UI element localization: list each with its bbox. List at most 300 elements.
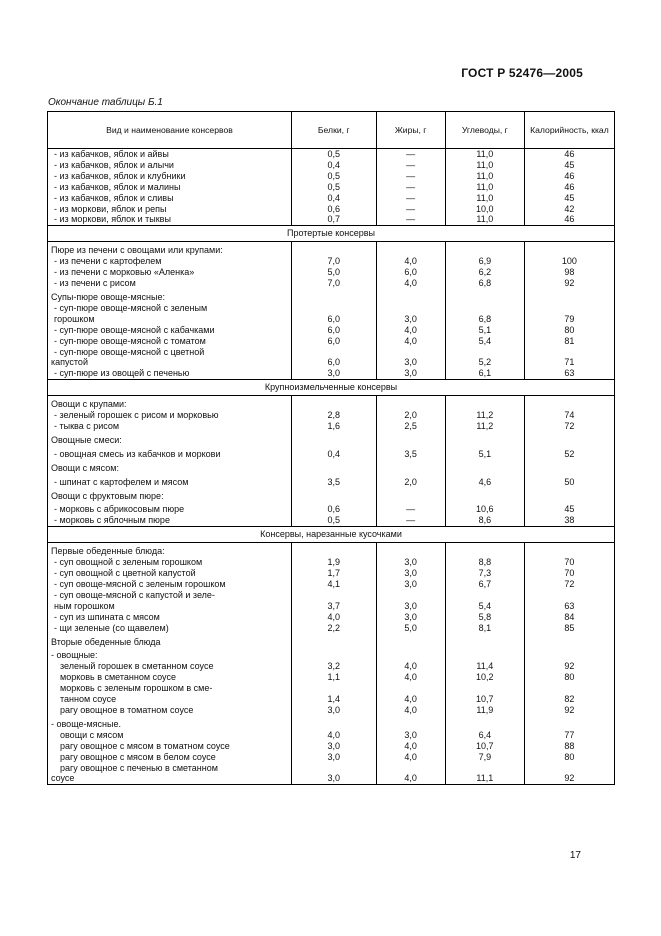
protein-value [291, 303, 376, 314]
fat-value: 4,0 [376, 336, 445, 347]
calories-value: 74 [524, 410, 614, 421]
fat-value [376, 432, 445, 446]
product-name: Овощи с фруктовым пюре: [48, 488, 292, 502]
protein-value [291, 763, 376, 774]
calories-value [524, 460, 614, 474]
carbs-value [445, 763, 524, 774]
product-name: - суп-пюре овоще-мясной с цветной [48, 347, 292, 358]
protein-value: 7,0 [291, 278, 376, 289]
product-name: рагу овощное в томатном соусе [48, 705, 292, 716]
product-name: - шпинат с картофелем и мясом [48, 474, 292, 488]
carbs-value: 4,6 [445, 474, 524, 488]
protein-value [291, 590, 376, 601]
section-title: Протертые консервы [48, 226, 615, 242]
product-name: - суп овощной с цветной капустой [48, 568, 292, 579]
protein-value: 2,2 [291, 623, 376, 634]
protein-value: 4,0 [291, 612, 376, 623]
protein-value: 1,9 [291, 557, 376, 568]
calories-value [524, 590, 614, 601]
calories-value [524, 683, 614, 694]
table-row [48, 460, 615, 474]
calories-value [524, 543, 614, 557]
carbs-value: 6,2 [445, 267, 524, 278]
fat-value [376, 460, 445, 474]
column-header-name: Вид и наименование консервов [48, 112, 292, 149]
protein-value [291, 347, 376, 358]
calories-value: 46 [524, 182, 614, 193]
fat-value [376, 303, 445, 314]
protein-value: 0,4 [291, 446, 376, 460]
calories-value: 92 [524, 773, 614, 784]
fat-value: 4,0 [376, 773, 445, 784]
fat-value [376, 683, 445, 694]
fat-value: 2,0 [376, 410, 445, 421]
product-name: - суп-пюре из овощей с печенью [48, 368, 292, 379]
calories-value: 84 [524, 612, 614, 623]
product-name: рагу овощное с печенью в сметанном [48, 763, 292, 774]
product-name: Пюре из печени с овощами или крупами: [48, 242, 292, 256]
protein-value: 3,0 [291, 741, 376, 752]
protein-value: 4,0 [291, 730, 376, 741]
table-row [48, 314, 615, 325]
protein-value: 1,1 [291, 672, 376, 683]
protein-value [291, 634, 376, 648]
table-row [48, 336, 615, 347]
carbs-value: 6,8 [445, 278, 524, 289]
carbs-value: 7,9 [445, 752, 524, 763]
product-name: - из кабачков, яблок и малины [48, 182, 292, 193]
protein-value [291, 396, 376, 410]
table-row [48, 543, 615, 557]
table-row [48, 347, 615, 358]
table-row [48, 752, 615, 763]
protein-value: 0,5 [291, 171, 376, 182]
calories-value: 80 [524, 752, 614, 763]
fat-value: 2,0 [376, 474, 445, 488]
calories-value [524, 347, 614, 358]
carbs-value [445, 396, 524, 410]
table-row [48, 623, 615, 634]
carbs-value: 10,0 [445, 204, 524, 215]
fat-value: — [376, 193, 445, 204]
fat-value: 3,0 [376, 730, 445, 741]
carbs-value: 11,4 [445, 661, 524, 672]
fat-value: 4,0 [376, 752, 445, 763]
carbs-value: 11,0 [445, 214, 524, 225]
product-name: - морковь с яблочным пюре [48, 515, 292, 526]
table-row [48, 214, 615, 225]
table-row [48, 683, 615, 694]
calories-value: 63 [524, 601, 614, 612]
table-row [48, 446, 615, 460]
protein-value: 3,7 [291, 601, 376, 612]
table-row [48, 579, 615, 590]
protein-value: 3,0 [291, 705, 376, 716]
fat-value: — [376, 171, 445, 182]
carbs-value: 10,6 [445, 501, 524, 515]
carbs-value: 11,2 [445, 410, 524, 421]
table-row [48, 278, 615, 289]
protein-value: 7,0 [291, 256, 376, 267]
carbs-value [445, 683, 524, 694]
carbs-value [445, 543, 524, 557]
calories-value: 46 [524, 171, 614, 182]
fat-value: 3,0 [376, 601, 445, 612]
carbs-value: 11,0 [445, 171, 524, 182]
calories-value: 92 [524, 705, 614, 716]
table-row [48, 705, 615, 716]
carbs-value: 5,1 [445, 325, 524, 336]
carbs-value: 10,2 [445, 672, 524, 683]
protein-value [291, 683, 376, 694]
carbs-value [445, 432, 524, 446]
product-name: - щи зеленые (со щавелем) [48, 623, 292, 634]
fat-value [376, 634, 445, 648]
fat-value: 3,0 [376, 612, 445, 623]
fat-value: 3,0 [376, 314, 445, 325]
table-row [48, 716, 615, 730]
fat-value: — [376, 182, 445, 193]
fat-value: — [376, 160, 445, 171]
protein-value: 0,6 [291, 204, 376, 215]
calories-value: 46 [524, 149, 614, 160]
fat-value: 4,0 [376, 256, 445, 267]
fat-value: 4,0 [376, 694, 445, 705]
calories-value: 92 [524, 661, 614, 672]
table-row [48, 501, 615, 515]
product-name: - из моркови, яблок и репы [48, 204, 292, 215]
fat-value: 3,0 [376, 368, 445, 379]
fat-value: 5,0 [376, 623, 445, 634]
calories-value [524, 763, 614, 774]
calories-value [524, 647, 614, 661]
product-name: - из печени с картофелем [48, 256, 292, 267]
product-name: - овоще-мясные. [48, 716, 292, 730]
table-row [48, 410, 615, 421]
calories-value: 38 [524, 515, 614, 526]
table-row [48, 488, 615, 502]
protein-value: 3,0 [291, 368, 376, 379]
table-row [48, 661, 615, 672]
protein-value [291, 432, 376, 446]
table-row [48, 256, 615, 267]
calories-value: 45 [524, 501, 614, 515]
fat-value [376, 242, 445, 256]
protein-value: 0,4 [291, 160, 376, 171]
fat-value: 3,5 [376, 446, 445, 460]
carbs-value [445, 488, 524, 502]
fat-value: 3,0 [376, 357, 445, 368]
table-row [48, 149, 615, 160]
calories-value: 72 [524, 421, 614, 432]
carbs-value: 6,8 [445, 314, 524, 325]
product-name: - из кабачков, яблок и алычи [48, 160, 292, 171]
product-name: - овощная смесь из кабачков и моркови [48, 446, 292, 460]
protein-value: 2,8 [291, 410, 376, 421]
protein-value [291, 488, 376, 502]
column-header-carbs: Углеводы, г [445, 112, 524, 149]
product-name: - суп овощной с зеленым горошком [48, 557, 292, 568]
section-row [48, 380, 615, 396]
nutrition-table [47, 111, 615, 785]
protein-value: 4,1 [291, 579, 376, 590]
protein-value: 6,0 [291, 357, 376, 368]
section-row [48, 226, 615, 242]
calories-value: 70 [524, 557, 614, 568]
document-code: ГОСТ Р 52476—2005 [461, 66, 583, 80]
product-name: Овощи с крупами: [48, 396, 292, 410]
carbs-value [445, 716, 524, 730]
fat-value [376, 647, 445, 661]
calories-value [524, 716, 614, 730]
carbs-value [445, 347, 524, 358]
carbs-value: 7,3 [445, 568, 524, 579]
table-row [48, 763, 615, 774]
protein-value: 0,6 [291, 501, 376, 515]
protein-value: 0,5 [291, 515, 376, 526]
page-number: 17 [569, 850, 581, 861]
protein-value: 1,7 [291, 568, 376, 579]
product-name: Вторые обеденные блюда [48, 634, 292, 648]
calories-value: 85 [524, 623, 614, 634]
carbs-value: 6,7 [445, 579, 524, 590]
carbs-value: 8,1 [445, 623, 524, 634]
protein-value [291, 289, 376, 303]
calories-value: 80 [524, 672, 614, 683]
carbs-value: 8,8 [445, 557, 524, 568]
table-row [48, 368, 615, 379]
table-row [48, 474, 615, 488]
calories-value: 80 [524, 325, 614, 336]
carbs-value [445, 242, 524, 256]
calories-value [524, 396, 614, 410]
calories-value: 45 [524, 193, 614, 204]
calories-value: 63 [524, 368, 614, 379]
fat-value: 4,0 [376, 278, 445, 289]
table-row [48, 568, 615, 579]
table-row [48, 432, 615, 446]
table-row [48, 421, 615, 432]
product-name: - суп-пюре овоще-мясной с кабачками [48, 325, 292, 336]
calories-value: 82 [524, 694, 614, 705]
product-name: Супы-пюре овоще-мясные: [48, 289, 292, 303]
product-name: капустой [48, 357, 292, 368]
table-row [48, 672, 615, 683]
calories-value: 98 [524, 267, 614, 278]
fat-value [376, 347, 445, 358]
table-row [48, 289, 615, 303]
table-header-row [48, 112, 615, 149]
fat-value [376, 716, 445, 730]
carbs-value: 5,4 [445, 601, 524, 612]
product-name: - тыква с рисом [48, 421, 292, 432]
calories-value [524, 289, 614, 303]
carbs-value: 11,0 [445, 193, 524, 204]
protein-value: 3,2 [291, 661, 376, 672]
carbs-value: 11,2 [445, 421, 524, 432]
table-row [48, 773, 615, 784]
calories-value: 100 [524, 256, 614, 267]
product-name: - из печени с морковью «Аленка» [48, 267, 292, 278]
product-name: - из печени с рисом [48, 278, 292, 289]
fat-value [376, 396, 445, 410]
product-name: ным горошком [48, 601, 292, 612]
fat-value: — [376, 515, 445, 526]
protein-value [291, 242, 376, 256]
carbs-value [445, 460, 524, 474]
fat-value: 2,5 [376, 421, 445, 432]
table-row [48, 303, 615, 314]
table-row [48, 242, 615, 256]
product-name: - овощные: [48, 647, 292, 661]
fat-value: 4,0 [376, 325, 445, 336]
protein-value [291, 460, 376, 474]
section-title: Крупноизмельченные консервы [48, 380, 615, 396]
fat-value [376, 763, 445, 774]
product-name: - морковь с абрикосовым пюре [48, 501, 292, 515]
table-caption: Окончание таблицы Б.1 [48, 97, 163, 108]
fat-value: — [376, 214, 445, 225]
calories-value: 79 [524, 314, 614, 325]
calories-value [524, 488, 614, 502]
product-name: морковь с зеленым горошком в сме- [48, 683, 292, 694]
table-row [48, 193, 615, 204]
carbs-value: 11,9 [445, 705, 524, 716]
carbs-value: 10,7 [445, 741, 524, 752]
carbs-value: 5,1 [445, 446, 524, 460]
product-name: - из моркови, яблок и тыквы [48, 214, 292, 225]
fat-value: 3,0 [376, 557, 445, 568]
calories-value: 88 [524, 741, 614, 752]
product-name: Первые обеденные блюда: [48, 543, 292, 557]
calories-value [524, 242, 614, 256]
product-name: соусе [48, 773, 292, 784]
table-row [48, 267, 615, 278]
protein-value: 3,0 [291, 752, 376, 763]
product-name: рагу овощное с мясом в томатном соусе [48, 741, 292, 752]
table-row [48, 730, 615, 741]
product-name: - суп овоще-мясной с зеленым горошком [48, 579, 292, 590]
carbs-value [445, 289, 524, 303]
fat-value: 4,0 [376, 661, 445, 672]
fat-value: — [376, 149, 445, 160]
product-name: морковь в сметанном соусе [48, 672, 292, 683]
table-row [48, 182, 615, 193]
product-name: горошком [48, 314, 292, 325]
product-name: - суп-пюре овоще-мясной с томатом [48, 336, 292, 347]
fat-value [376, 590, 445, 601]
carbs-value: 10,7 [445, 694, 524, 705]
calories-value: 50 [524, 474, 614, 488]
calories-value: 46 [524, 214, 614, 225]
protein-value: 6,0 [291, 336, 376, 347]
carbs-value: 11,1 [445, 773, 524, 784]
protein-value: 0,4 [291, 193, 376, 204]
section-row [48, 527, 615, 543]
fat-value: 6,0 [376, 267, 445, 278]
table-row [48, 357, 615, 368]
table-row [48, 741, 615, 752]
carbs-value: 11,0 [445, 182, 524, 193]
carbs-value [445, 303, 524, 314]
table-row [48, 396, 615, 410]
calories-value: 42 [524, 204, 614, 215]
calories-value: 45 [524, 160, 614, 171]
product-name: - суп овоще-мясной с капустой и зеле- [48, 590, 292, 601]
table-row [48, 601, 615, 612]
carbs-value: 5,8 [445, 612, 524, 623]
protein-value: 0,7 [291, 214, 376, 225]
product-name: - суп из шпината с мясом [48, 612, 292, 623]
product-name: зеленый горошек в сметанном соусе [48, 661, 292, 672]
protein-value: 6,0 [291, 314, 376, 325]
table-row [48, 590, 615, 601]
calories-value: 52 [524, 446, 614, 460]
column-header-calories: Калорийность, ккал [524, 112, 614, 149]
carbs-value: 11,0 [445, 149, 524, 160]
carbs-value: 6,9 [445, 256, 524, 267]
product-name: - суп-пюре овоще-мясной с зеленым [48, 303, 292, 314]
product-name: танном соусе [48, 694, 292, 705]
carbs-value: 6,4 [445, 730, 524, 741]
fat-value: 4,0 [376, 705, 445, 716]
carbs-value: 5,4 [445, 336, 524, 347]
carbs-value: 5,2 [445, 357, 524, 368]
carbs-value: 8,6 [445, 515, 524, 526]
table-row [48, 634, 615, 648]
calories-value: 81 [524, 336, 614, 347]
product-name: - из кабачков, яблок и клубники [48, 171, 292, 182]
protein-value: 5,0 [291, 267, 376, 278]
calories-value [524, 432, 614, 446]
product-name: - из кабачков, яблок и сливы [48, 193, 292, 204]
carbs-value [445, 647, 524, 661]
protein-value: 1,6 [291, 421, 376, 432]
table-row [48, 694, 615, 705]
calories-value: 70 [524, 568, 614, 579]
protein-value: 3,5 [291, 474, 376, 488]
product-name: Овощные смеси: [48, 432, 292, 446]
product-name: рагу овощное с мясом в белом соусе [48, 752, 292, 763]
carbs-value: 11,0 [445, 160, 524, 171]
fat-value: 3,0 [376, 568, 445, 579]
calories-value: 71 [524, 357, 614, 368]
fat-value [376, 289, 445, 303]
product-name: Овощи с мясом: [48, 460, 292, 474]
table-row [48, 325, 615, 336]
table-row [48, 612, 615, 623]
protein-value [291, 716, 376, 730]
table-row [48, 647, 615, 661]
product-name: овощи с мясом [48, 730, 292, 741]
column-header-fat: Жиры, г [376, 112, 445, 149]
carbs-value [445, 634, 524, 648]
calories-value: 77 [524, 730, 614, 741]
table-row [48, 204, 615, 215]
fat-value: 4,0 [376, 672, 445, 683]
section-title: Консервы, нарезанные кусочками [48, 527, 615, 543]
fat-value [376, 488, 445, 502]
fat-value: 3,0 [376, 579, 445, 590]
fat-value [376, 543, 445, 557]
calories-value [524, 634, 614, 648]
protein-value: 6,0 [291, 325, 376, 336]
table-row [48, 557, 615, 568]
table-row [48, 160, 615, 171]
product-name: - зеленый горошек с рисом и морковью [48, 410, 292, 421]
fat-value: — [376, 501, 445, 515]
carbs-value: 6,1 [445, 368, 524, 379]
